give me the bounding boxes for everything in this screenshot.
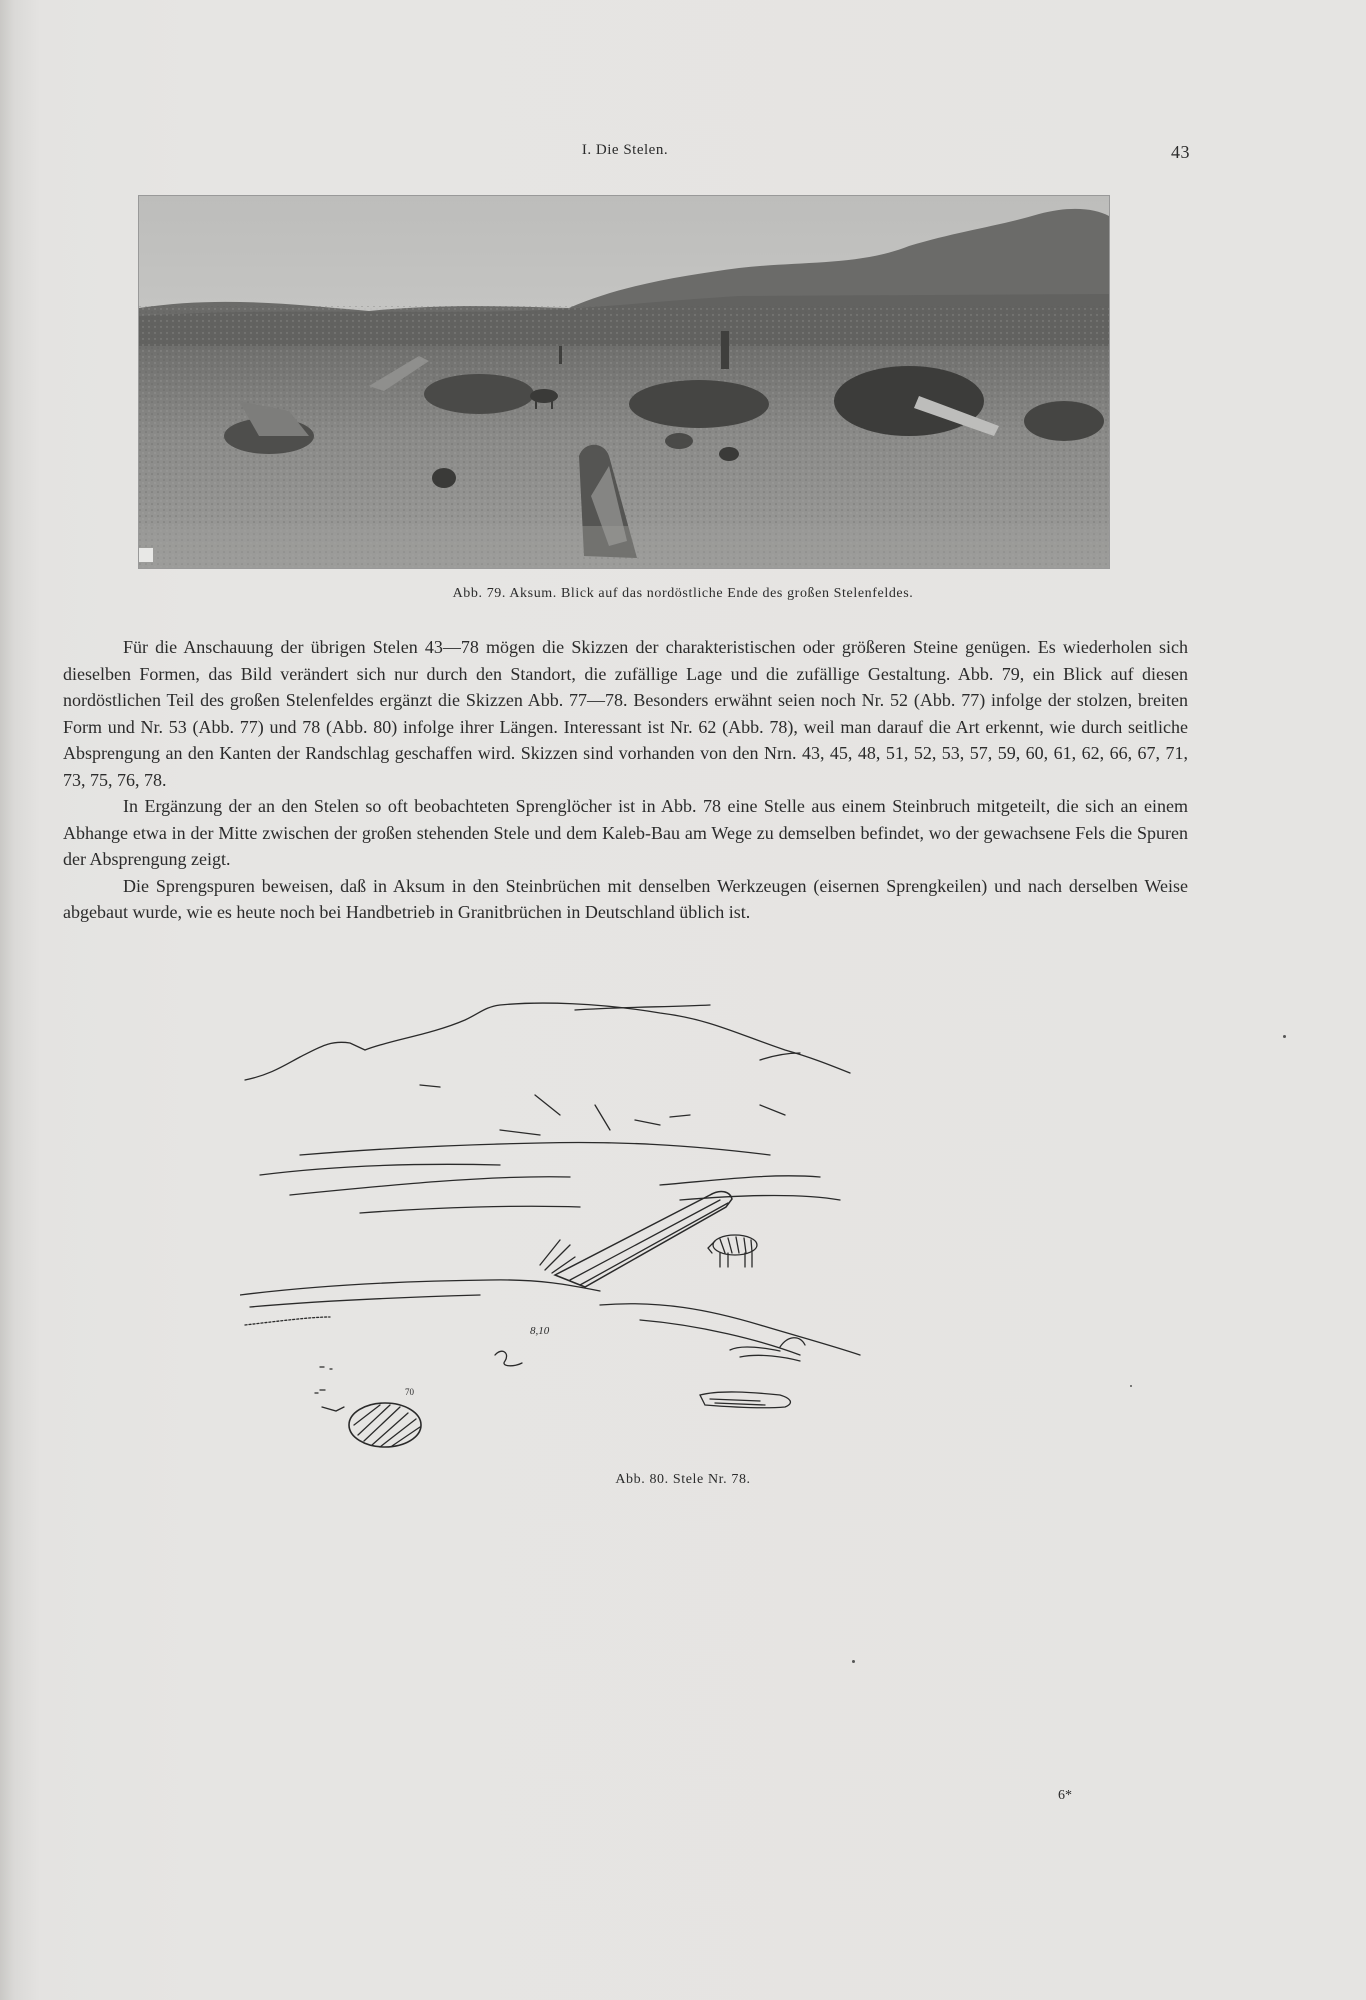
sketch-label-2: 70 bbox=[405, 1387, 414, 1397]
body-text bbox=[63, 634, 1188, 926]
figure-79-caption: Abb. 79. Aksum. Blick auf das nordöstliche Ende des großen Stelenfeldes. bbox=[452, 586, 914, 601]
paragraph-2: In Ergänzung der an den Stelen so oft beobachteten Sprenglöcher ist in Abb. 78 eine Stelle aus einem Steinbruch mitgeteilt, die sich an einem Abhange etwa in der Mitte zwischen der großen stehenden Stele und dem Kaleb-Bau am Wege zu demselben befindet, wo der gewachsene Fels die Spuren der Absprengung zeigt. bbox=[63, 796, 1188, 869]
speck bbox=[1130, 1385, 1132, 1387]
page-header bbox=[60, 142, 1190, 166]
speck bbox=[1283, 1035, 1286, 1038]
figure-80-caption: Abb. 80. Stele Nr. 78. bbox=[615, 1472, 751, 1487]
speck bbox=[852, 1660, 855, 1663]
signature-mark: 6* bbox=[1058, 1788, 1072, 1803]
paragraph-3: Die Sprengspuren beweisen, daß in Aksum in den Steinbrüchen mit denselben Werkzeugen (eisernen Sprengkeilen) und nach derselben Weise abgebaut wurde, wie es heute noch bei Handbetrieb in Granitbrüchen in Deutschland üblich ist. bbox=[63, 875, 1188, 922]
figure-80-sketch bbox=[240, 995, 1000, 1465]
paragraph-1: Für die Anschauung der übrigen Stelen 43—78 mögen die Skizzen der charakteristischen oder größeren Steine genügen. Es wiederholen sich dieselben Formen, das Bild verändert sich nur durch den Standort, die zufällige Lage und die zufällige Gestaltung. Abb. 79, ein Blick auf diesen nordöstlichen Teil des großen Stelenfeldes ergänzt die Skizzen Abb. 77—78. Besonders erwähnt seien noch Nr. 52 (Abb. 77) infolge der stolzen, breiten Form und Nr. 53 (Abb. 77) und 78 (Abb. 80) infolge ihrer Längen. Interessant ist Nr. 62 (Abb. 78), weil man darauf die Art erkennt, wie durch seitliche Absprengung an den Kanten der Randschlag geschaffen wird. Skizzen sind vorhanden von den Nrn. 43, 45, 48, 51, 52, 53, 57, 59, 60, 61, 62, 66, 67, 71, 73, 75, 76, 78. bbox=[63, 637, 1188, 790]
figure-79-photo bbox=[138, 195, 1110, 569]
page-number: 43 bbox=[1171, 142, 1190, 162]
sketch-label-1: 8,10 bbox=[530, 1325, 550, 1337]
running-title: I. Die Stelen. bbox=[581, 142, 669, 158]
